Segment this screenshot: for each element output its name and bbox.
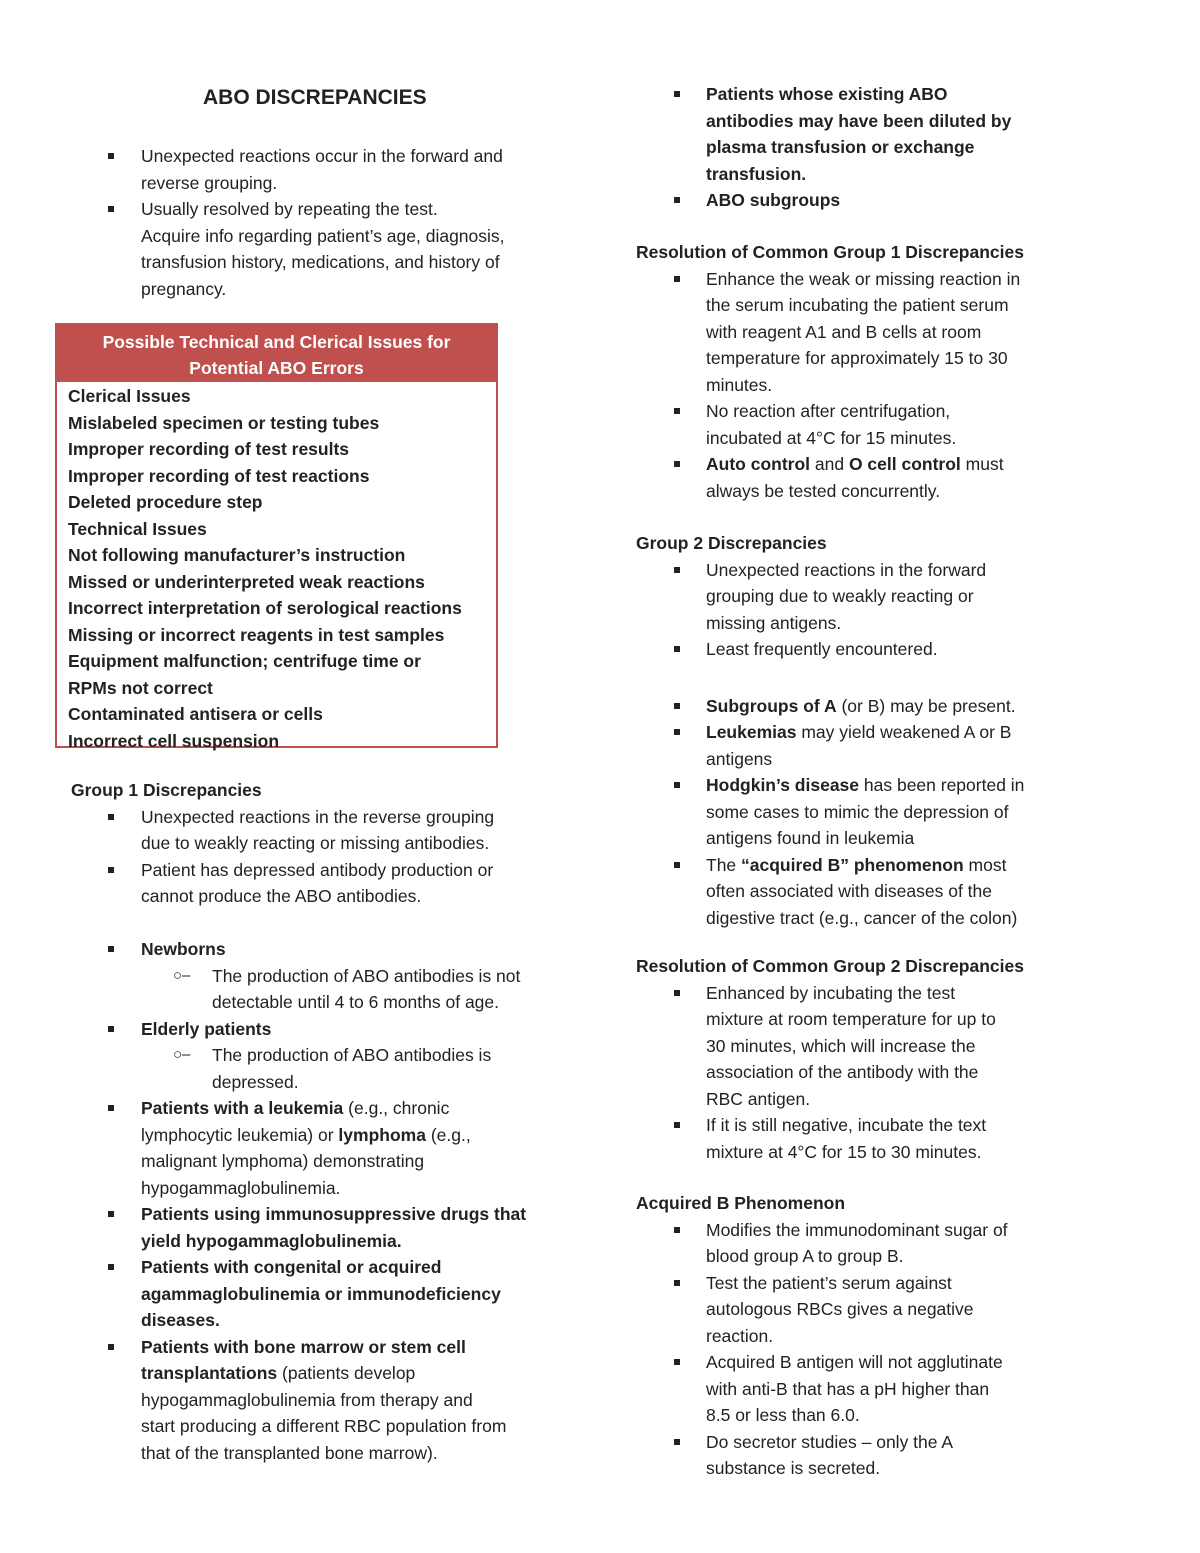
list-item: Unexpected reactions in the forward [636,557,1156,584]
list-item: Patients with congenital or acquired [68,1254,573,1281]
section-heading: Resolution of Common Group 2 Discrepancies [636,956,1024,976]
list-item: Enhanced by incubating the test [636,980,1156,1007]
res1-section: Resolution of Common Group 1 Discrepancies Enhance the weak or missing reaction in the serum incubating the patient serum with reagent A1 and B cells at room temperature for approximately 15 to 30 minutes. No reaction after centrifugation, incubated at 4°C for 15 minutes. Auto control and O cell control must always be tested concurrently. [636,239,1156,504]
box-item: Not following manufacturer’s instruction [68,545,406,565]
list-item: Patients with a leukemia (e.g., chronic [68,1095,573,1122]
group2-section: Group 2 Discrepancies Unexpected reactions in the forward grouping due to weakly reacting or missing antigens. Least frequently encountered. Subgroups of A (or B) may be present. Leukemias may yield weakened A or B antigens Hodgkin’s disease has been reported in some cases to mimic the depression of antigens found in leukemia The “acquired B” phenomenon most often associated with diseases of the digestive tract (e.g., cancer of the colon) [636,530,1156,931]
issues-box-body [57,382,496,754]
box-item: RPMs not correct [68,677,213,698]
section-heading: Group 2 Discrepancies [636,533,827,553]
bullet-icon [674,461,680,467]
bullet-icon [674,729,680,735]
issues-box [55,323,498,751]
list-item: Patients whose existing ABO [636,81,1156,108]
box-item: Equipment malfunction; centrifuge time or [68,651,421,671]
bullet-icon [108,153,114,159]
list-item: Do secretor studies – only the A [636,1429,1156,1456]
list-item: Test the patient’s serum against [636,1270,1156,1297]
acquired-b-section: Acquired B Phenomenon Modifies the immunodominant sugar of blood group A to group B. Test the patient’s serum against autologous RBCs gives a negative reaction. Acquired B antigen will not agglutinate with anti-B that has a pH higher than 8.5 or less than 6.0. Do secretor studies – only the A substance is secreted. [636,1190,1156,1482]
list-item: Modifies the immunodominant sugar of [636,1217,1156,1244]
bullet-icon [674,567,680,573]
issues-box-header: Possible Technical and Clerical Issues for Potential ABO Errors [57,325,496,382]
bullet-icon [108,1211,114,1217]
bullet-icon [108,1105,114,1111]
list-item: Auto control and O cell control must [636,451,1156,478]
bullet-icon [674,408,680,414]
box-item: Incorrect cell suspension [68,730,280,751]
box-item: Technical Issues [68,518,207,539]
group1-section: Group 1 Discrepancies Unexpected reactions in the reverse grouping due to weakly reacting or missing antibodies. Patient has depressed antibody production or cannot produce the ABO antibodies. Newborns ○– The production of ABO antibodies is not detectable until 4 to 6 months of age. Elderly patients ○– The production of ABO antibodies is depressed. Patients with a leukemia (e.g., chronic lymphocytic leukemia) or lymphoma (e.g., malignant lymphoma) demonstrating hypogammaglobulinemia. Patients using immunosuppressive drugs that yield hypogammaglobulinemia. Patients with congenital or acquired agammaglobulinemia or immunodeficiency diseases. Patients with bone marrow or stem cell transplantations (patients develop hypogammaglobulinemia from therapy and start producing a different RBC population from that of the transplanted bone marrow). [68,777,573,1466]
bullet-icon [108,1264,114,1270]
res2-section: Resolution of Common Group 2 Discrepancies Enhanced by incubating the test mixture at room temperature for up to 30 minutes, which will increase the association of the antibody with the RBC antigen. If it is still negative, incubate the text mixture at 4°C for 15 to 30 minutes. [636,953,1156,1165]
bullet-icon [674,1280,680,1286]
list-item: Usually resolved by repeating the test. [68,196,573,223]
list-item: Patient has depressed antibody production or [68,857,573,884]
box-item: Improper recording of test results [68,439,350,459]
bullet-icon [674,1439,680,1445]
bullet-icon [108,946,114,952]
page-title: ABO DISCREPANCIES [203,86,427,109]
box-item: Missing or incorrect reagents in test samples [68,624,445,645]
bullet-icon [108,814,114,820]
bullet-icon [108,1026,114,1032]
intro-section: Unexpected reactions occur in the forward and reverse grouping. Usually resolved by repeating the test. Acquire info regarding patient’s age, diagnosis, transfusion history, medications, and history of pregnancy. [68,143,573,302]
box-item: Deleted procedure step [68,492,263,512]
bullet-icon [674,91,680,97]
bullet-icon [674,276,680,282]
right-top-section: Patients whose existing ABO antibodies may have been diluted by plasma transfusion or exchange transfusion. ABO subgroups [636,81,1156,214]
list-item: Elderly patients [68,1016,573,1043]
bullet-icon [674,862,680,868]
box-item: Contaminated antisera or cells [68,704,323,724]
section-heading: Acquired B Phenomenon [636,1193,846,1213]
bullet-icon [674,197,680,203]
bullet-icon [674,1122,680,1128]
circle-dash-icon: ○– [173,1046,191,1063]
bullet-icon [674,782,680,788]
bullet-icon [674,1227,680,1233]
list-item: Unexpected reactions in the reverse grouping [68,804,573,831]
list-item: No reaction after centrifugation, [636,398,1156,425]
list-item: ABO subgroups [636,187,1156,214]
box-item: Mislabeled specimen or testing tubes [68,412,380,433]
box-item: Clerical Issues [68,386,191,406]
list-item: Newborns [68,936,573,963]
list-item: Unexpected reactions occur in the forward and [68,143,573,170]
bullet-icon [108,1344,114,1350]
bullet-icon [674,990,680,996]
section-heading: Group 1 Discrepancies [71,780,262,800]
box-item: Incorrect interpretation of serological reactions [68,598,462,618]
box-item: Improper recording of test reactions [68,465,370,486]
list-item: Least frequently encountered. [636,636,1156,663]
sub-item: ○– The production of ABO antibodies is not [68,963,573,990]
list-item: If it is still negative, incubate the text [636,1112,1156,1139]
list-item: Hodgkin’s disease has been reported in [636,772,1156,799]
list-item: Patients with bone marrow or stem cell [68,1334,573,1361]
circle-dash-icon: ○– [173,966,191,984]
list-item: Leukemias may yield weakened A or B [636,719,1156,746]
list-item: Subgroups of A (or B) may be present. [636,693,1156,720]
bullet-icon [674,646,680,652]
bullet-icon [674,703,680,709]
bullet-icon [108,867,114,873]
sub-item: ○– The production of ABO antibodies is [68,1042,573,1069]
box-item: Missed or underinterpreted weak reactions [68,571,425,592]
bullet-icon [108,206,114,212]
list-item: Patients using immunosuppressive drugs that [68,1201,573,1228]
list-item: Enhance the weak or missing reaction in [636,266,1156,293]
bullet-icon [674,1359,680,1365]
list-item: Acquired B antigen will not agglutinate [636,1349,1156,1376]
section-heading: Resolution of Common Group 1 Discrepancies [636,242,1024,262]
list-item: The “acquired B” phenomenon most [636,852,1156,879]
